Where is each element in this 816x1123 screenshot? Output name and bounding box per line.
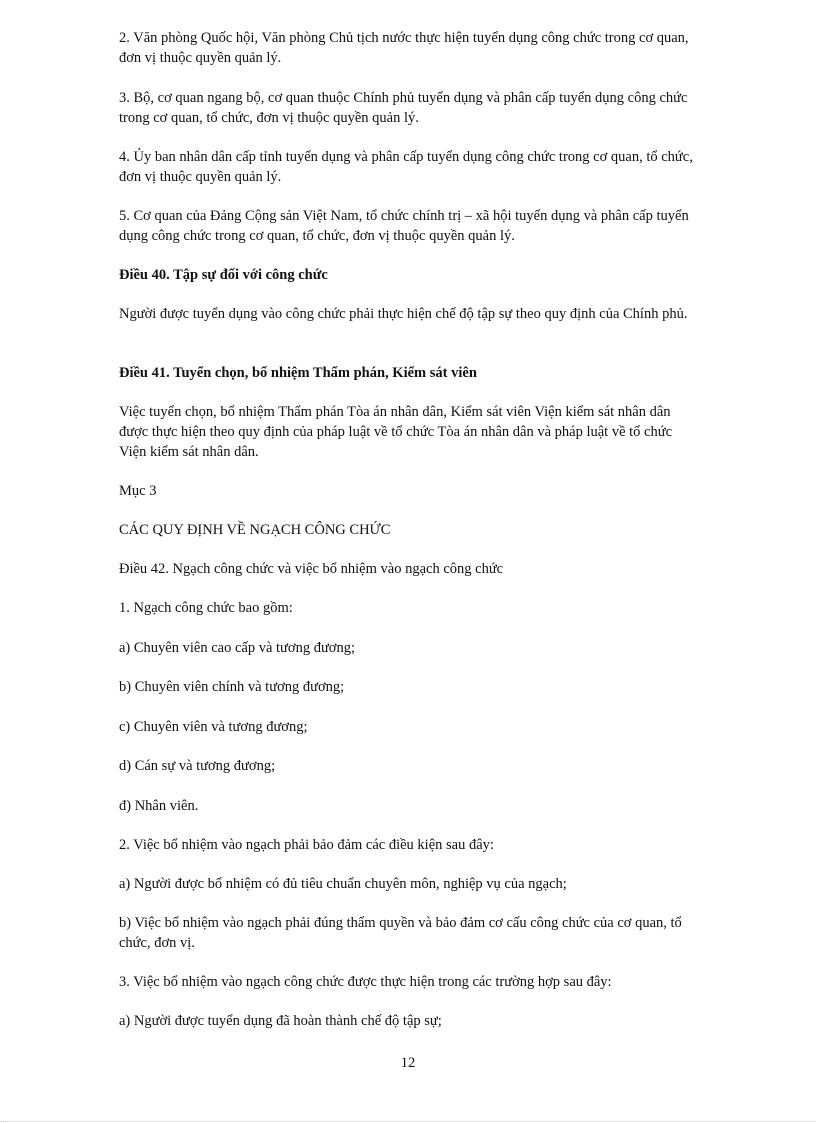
- list-item-3a: a) Người được tuyển dụng đã hoàn thành chế độ tập sự;: [119, 1013, 442, 1029]
- paragraph-dieu40-body: Người được tuyển dụng vào công chức phải thực hiện chế độ tập sự theo quy định của Chính phủ.: [119, 306, 688, 322]
- paragraph-dieu39-clause-4: 4. Ủy ban nhân dân cấp tỉnh tuyển dụng và phân cấp tuyển dụng công chức trong cơ quan, tổ chức, đơn vị thuộc quyền quản lý.: [119, 149, 693, 185]
- list-item-dd: đ) Nhân viên.: [119, 798, 199, 814]
- article-heading-dieu40: Điều 40. Tập sự đối với công chức: [119, 267, 328, 283]
- paragraph-dieu39-clause-3: 3. Bộ, cơ quan ngang bộ, cơ quan thuộc Chính phủ tuyển dụng và phân cấp tuyển dụng công chức trong cơ quan, tổ chức, đơn vị thuộc quyền quản lý.: [119, 90, 688, 126]
- paragraph-dieu42-clause-3: 3. Việc bổ nhiệm vào ngạch công chức được thực hiện trong các trường hợp sau đây:: [119, 974, 612, 990]
- page-number: 12: [400, 1055, 416, 1071]
- list-item-2b: b) Việc bổ nhiệm vào ngạch phải đúng thẩm quyền và bảo đảm cơ cấu công chức của cơ quan, tổ chức, đơn vị.: [119, 915, 682, 951]
- paragraph-dieu42-clause-2: 2. Việc bổ nhiệm vào ngạch phải bảo đảm các điều kiện sau đây:: [119, 837, 494, 853]
- section-title: CÁC QUY ĐỊNH VỀ NGẠCH CÔNG CHỨC: [119, 522, 391, 538]
- list-item-c: c) Chuyên viên và tương đương;: [119, 719, 308, 735]
- paragraph-dieu39-clause-2: 2. Văn phòng Quốc hội, Văn phòng Chủ tịch nước thực hiện tuyển dụng công chức trong cơ quan, đơn vị thuộc quyền quản lý.: [119, 30, 689, 66]
- paragraph-dieu42-clause-1: 1. Ngạch công chức bao gồm:: [119, 600, 293, 616]
- list-item-2a: a) Người được bổ nhiệm có đủ tiêu chuẩn chuyên môn, nghiệp vụ của ngạch;: [119, 876, 567, 892]
- article-heading-dieu42: Điều 42. Ngạch công chức và việc bổ nhiệm vào ngạch công chức: [119, 561, 504, 577]
- list-item-d: d) Cán sự và tương đương;: [119, 758, 276, 774]
- section-label-muc3: Mục 3: [119, 483, 157, 499]
- paragraph-dieu41-body: Việc tuyển chọn, bổ nhiệm Thẩm phán Tòa án nhân dân, Kiểm sát viên Viện kiểm sát nhân dân được thực hiện theo quy định của pháp luật về tổ chức Tòa án nhân dân và pháp luật về tổ chức Viện kiểm sát nhân dân.: [119, 404, 673, 460]
- list-item-b: b) Chuyên viên chính và tương đương;: [119, 679, 345, 695]
- page-bottom-divider: [0, 1121, 816, 1122]
- list-item-a: a) Chuyên viên cao cấp và tương đương;: [119, 640, 356, 656]
- article-heading-dieu41: Điều 41. Tuyển chọn, bổ nhiệm Thẩm phán, Kiểm sát viên: [119, 365, 477, 381]
- paragraph-dieu39-clause-5: 5. Cơ quan của Đảng Cộng sản Việt Nam, tổ chức chính trị – xã hội tuyển dụng và phân cấp tuyển dụng công chức trong cơ quan, tổ chức, đơn vị thuộc quyền quản lý.: [119, 208, 689, 244]
